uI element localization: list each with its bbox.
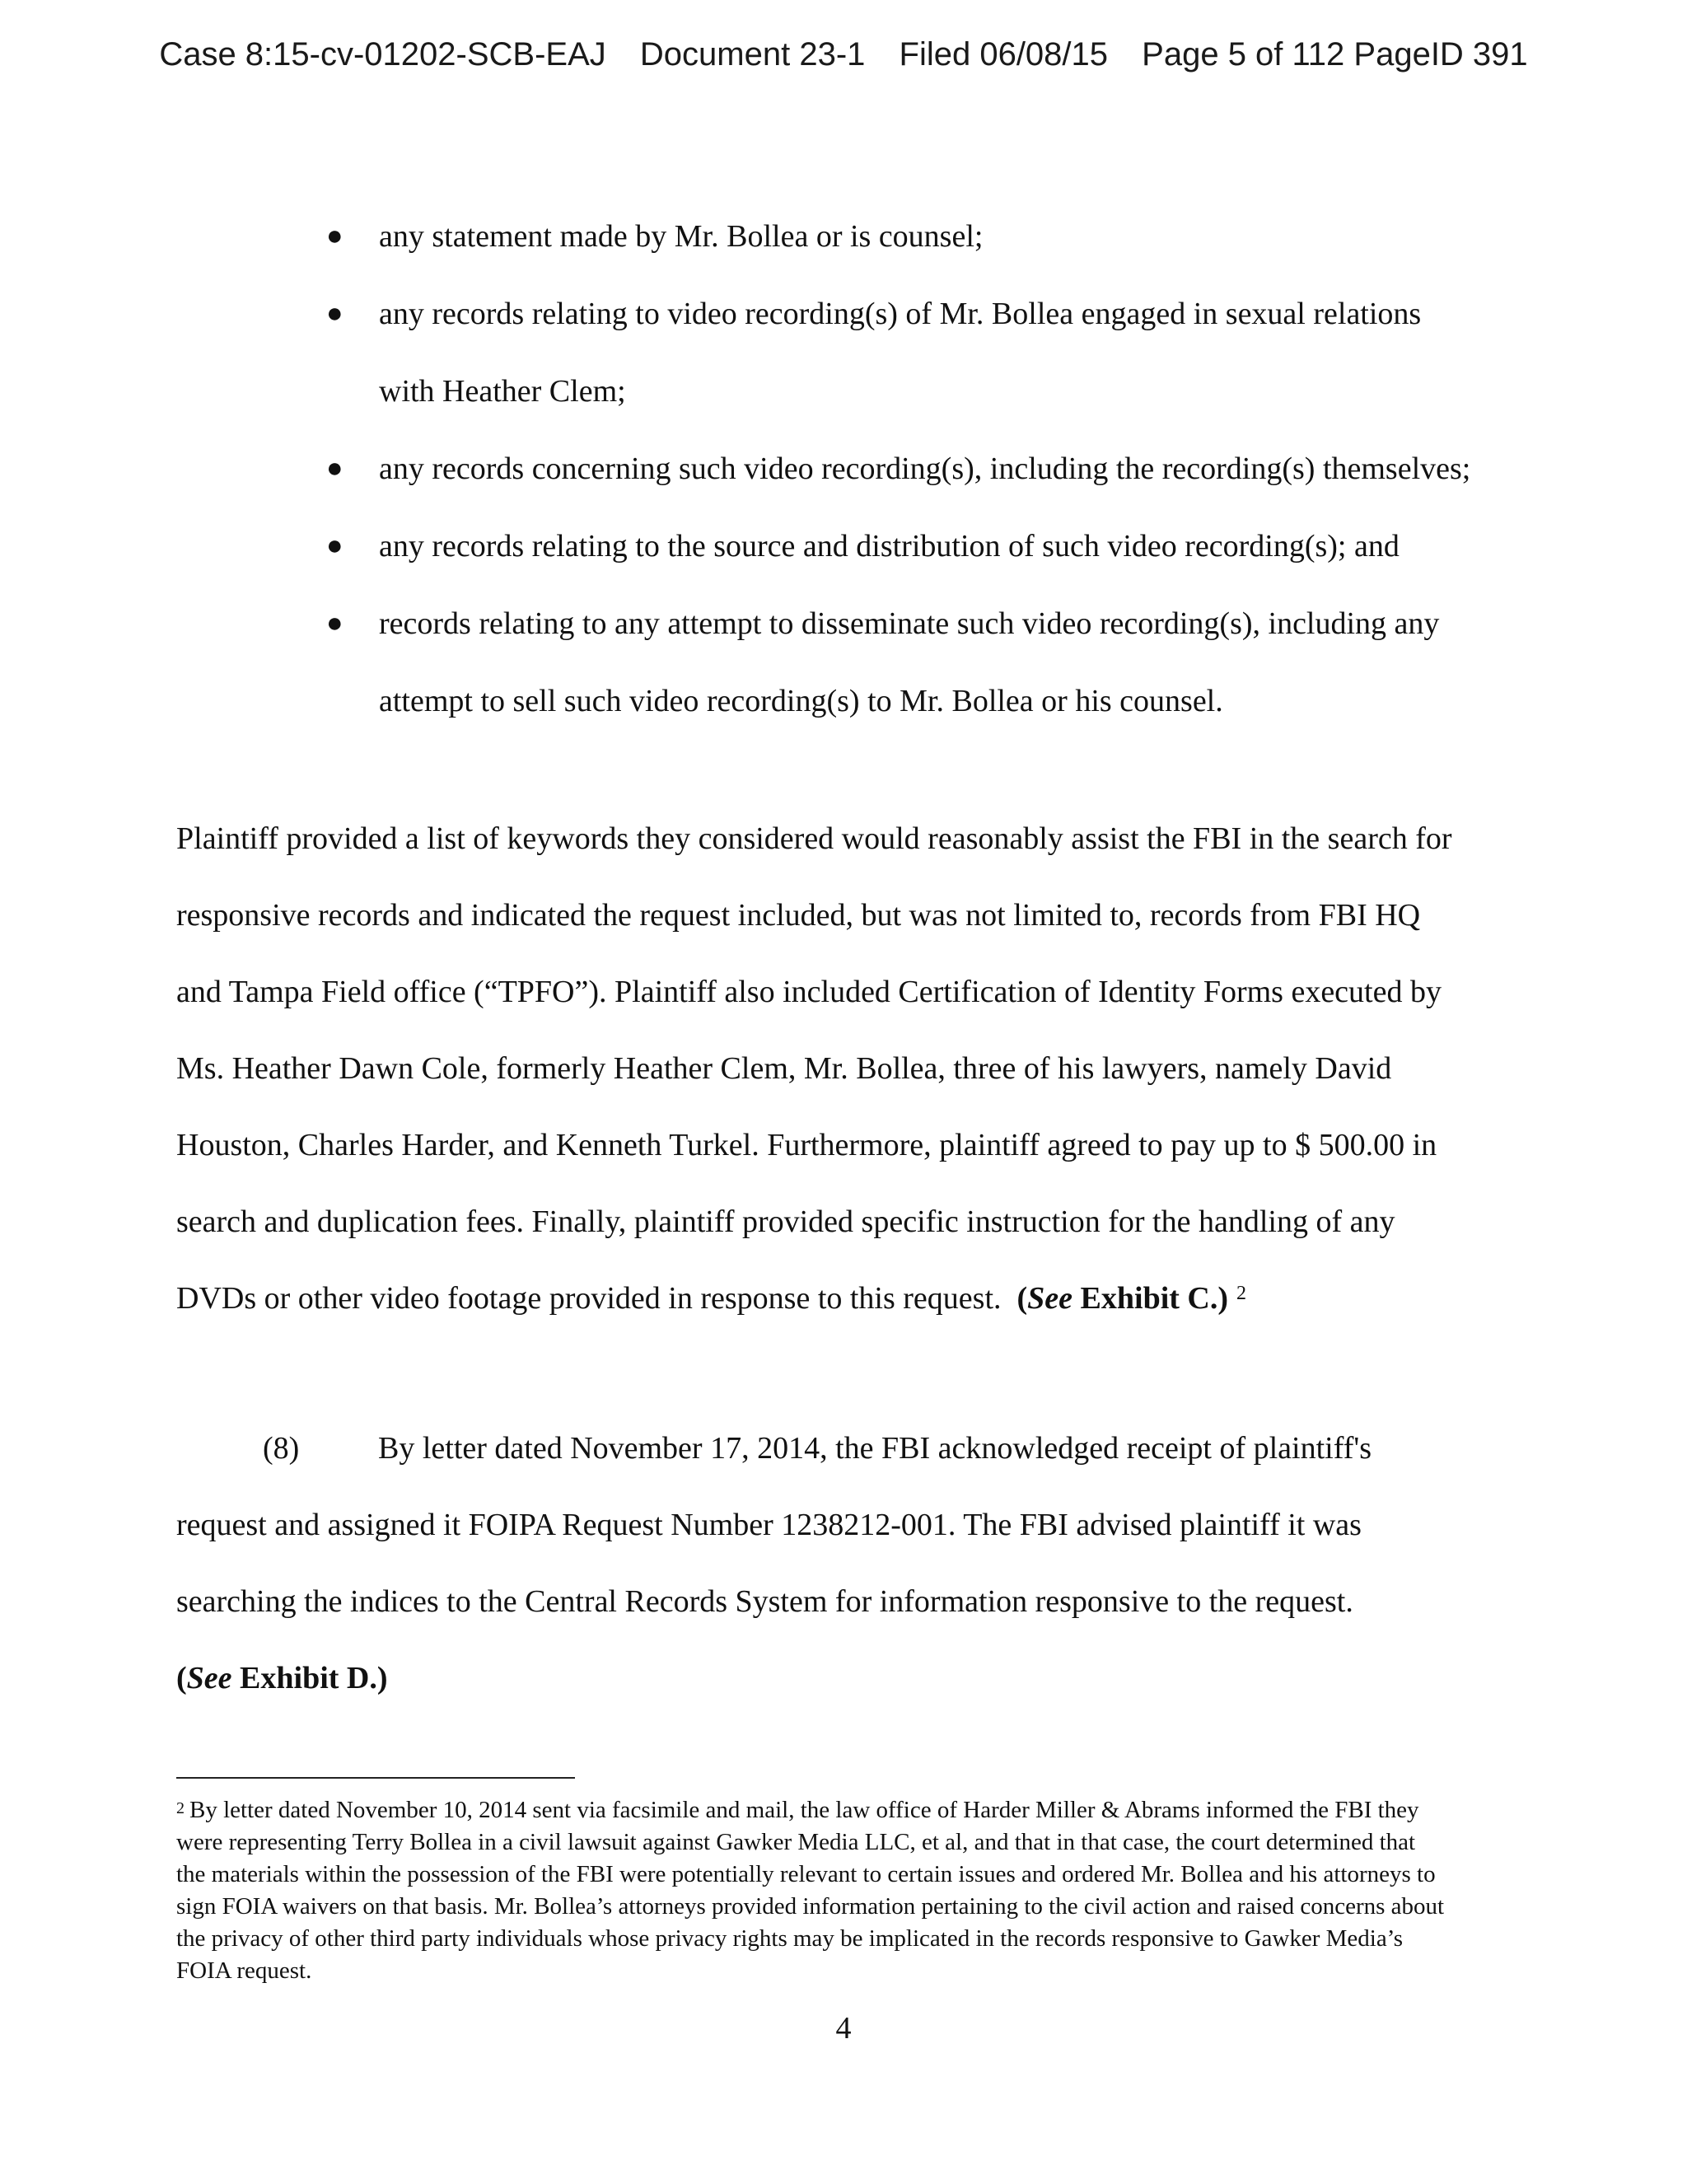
bullet-text: records relating to any attempt to disseminate such video recording(s), including any attempt to sell such video recording(s) to Mr. Bollea or his counsel. (379, 606, 1440, 718)
footnote-text: By letter dated November 10, 2014 sent via facsimile and mail, the law office of Harder Miller & Abrams informed the FBI they were representing Terry Bollea in a civil lawsuit against Gawker Media LLC, et al, and that in that case, the court determined that the materials within the possession of the FBI were potentially relevant to certain issues and ordered Mr. Bollea and his attorneys to sign FOIA waivers on that basis. Mr. Bollea’s attorneys provided information pertaining to the civil action and raised concerns about the privacy of other third party individuals whose privacy rights may be implicated in the records responsive to Gawker Media’s FOIA request. (176, 1797, 1445, 1984)
request-bullet-list (326, 198, 1479, 740)
footnote-divider (176, 1777, 575, 1779)
bullet-icon: ● (326, 608, 343, 638)
bullet-icon: ● (326, 531, 343, 561)
case-number: Case 8:15-cv-01202-SCB-EAJ (159, 36, 606, 72)
exhibit-citation: (See Exhibit C.) (1016, 1281, 1229, 1316)
list-item (326, 275, 1479, 430)
footnote (176, 1794, 1445, 1987)
document-number: Document 23-1 (639, 36, 866, 72)
bullet-icon: ● (326, 298, 343, 329)
paragraph-text: Plaintiff provided a list of keywords they considered would reasonably assist the FBI in the search for responsive records and indicated the request included, but was not limited to, records from FBI HQ and Tampa Field office (“TPFO”). Plaintiff also included Certification of Identity Forms executed by Ms. Heather Dawn Cole, formerly Heather Clem, Mr. Bollea, three of his lawyers, namely David Houston, Charles Harder, and Kenneth Turkel. Furthermore, plaintiff agreed to pay up to $ 500.00 in search and duplication fees. Finally, plaintiff provided specific instruction for the handling of any DVDs or other video footage provided in response to this request. (176, 821, 1452, 1316)
page-header (0, 36, 1687, 73)
exhibit-citation: (See Exhibit D.) (176, 1661, 388, 1695)
page-id: Page 5 of 112 PageID 391 (1142, 36, 1528, 72)
bullet-icon: ● (326, 453, 343, 484)
bullet-text: any records relating to video recording(s) of Mr. Bollea engaged in sexual relations with Heather Clem; (379, 297, 1422, 409)
bullet-text: any records relating to the source and distribution of such video recording(s); and (379, 529, 1400, 564)
bullet-text: any statement made by Mr. Bollea or is counsel; (379, 219, 984, 254)
bullet-text: any records concerning such video recording(s), including the recording(s) themselves; (379, 451, 1471, 486)
footnote-marker: 2 (176, 1799, 185, 1817)
see-signal: See (1027, 1281, 1073, 1316)
list-item (326, 585, 1479, 740)
list-item (326, 430, 1479, 507)
list-item (326, 198, 1479, 275)
footnote-reference[interactable]: 2 (1236, 1283, 1247, 1304)
paragraph-plaintiff-keywords (176, 801, 1461, 1337)
page-number: 4 (835, 2011, 852, 2046)
paragraph-8 (176, 1410, 1461, 1717)
paragraph-text: By letter dated November 17, 2014, the FBI acknowledged receipt of plaintiff's request and assigned it FOIPA Request Number 1238212-001. The FBI advised plaintiff it was searching the indices to the Central Records System for information responsive to the request. (176, 1431, 1372, 1619)
paragraph-number: (8) (263, 1431, 300, 1466)
bullet-icon: ● (326, 221, 343, 251)
filed-date: Filed 06/08/15 (899, 36, 1109, 72)
list-item (326, 507, 1479, 585)
see-signal: See (186, 1661, 232, 1695)
